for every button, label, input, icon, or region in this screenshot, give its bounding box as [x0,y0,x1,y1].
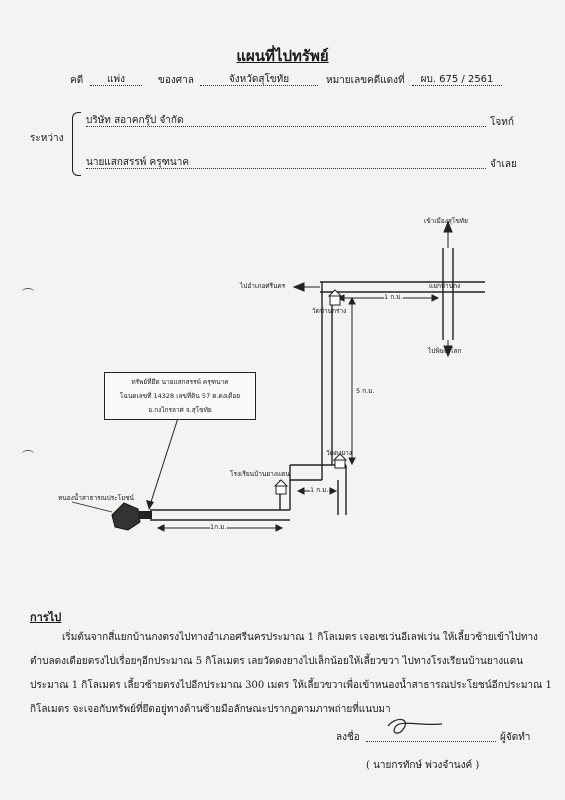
defendant-name: นายแสกสรรพ์ ครุฑนาค [86,158,486,169]
between-label: ระหว่าง [30,133,64,144]
red-case-label: หมายเลขคดีแดงที่ [326,75,405,86]
punch-hole-mark [22,450,34,457]
pond-icon [112,503,140,530]
signature-mark [380,712,450,742]
property-deed: โฉนดเลขที่ 14328 เลขที่ดิน 57 ต.ดงเดือย [119,392,241,400]
property-location: อ.กงไกรลาศ จ.สุโขทัย [148,406,212,414]
defendant-role: จำเลย [490,159,517,170]
property-owner: ทรัพย์ที่ยึด นายแสกสรรพ์ ครุฑนาค [131,378,229,386]
red-case-number: ผบ. 675 / 2561 [412,75,502,86]
property-plot [138,511,152,519]
label-to-sri-nakhon: ไปอำเภอศรีนคร [240,282,286,290]
signature-name: ( นายกรทักษ์ พ่วงจำนงค์ ) [366,760,480,771]
court-name: จังหวัดสุโขทัย [200,75,318,86]
label-dist-1km-top: 1 ก.ม. [384,293,403,301]
punch-hole-mark [22,288,34,295]
label-dist-1km-bottom: 1ก.ม. [210,523,227,531]
plaintiff-role: โจทก์ [490,117,514,128]
label-temple-bankrong: วัดบ้านกร่าง [312,307,347,315]
property-info-box [104,372,256,420]
case-type: แพ่ง [90,75,142,86]
plaintiff-name: บริษัท สอาคกรุ๊ป จำกัด [86,116,486,127]
directions-line-1: เริ่มต้นจากสี่แยกบ้านกงตรงไปทางอำเภอศรีนครประมาณ 1 กิโลเมตร เจอเซเว่นอีเลฟเว่น ให้เลี้ยวซ้ายเข้าไปทาง [62,632,538,643]
label-school: โรงเรียนบ้านยางแดน [230,470,290,478]
temple-bankrong-icon [330,296,340,305]
directions-heading: การไป [30,611,62,624]
label-to-phitsanulok: ไปพิษณุโลก [428,347,462,355]
sign-label: ลงชื่อ [336,732,360,743]
school-icon [276,486,286,494]
label-pond: หนองน้ำสาธารณประโยชน์ [58,494,134,502]
label-temple-dongyang: วัดดงยาง [326,449,352,457]
directions-line-4: กิโลเมตร จะเจอกับทรัพย์ที่ยึดอยู่ทางด้านซ้ายมือลักษณะปรากฏตามภาพถ่ายที่แนบมา [30,704,391,715]
signature-role: ผู้จัดทำ [500,732,531,743]
label-dist-5km: 5 ก.ม. [356,387,375,395]
temple-dongyang-icon [335,460,345,468]
label-junction: แยกบ้านกง [429,282,461,290]
directions-line-3: ประมาณ 1 กิโลเมตร เลี้ยวซ้ายตรงไปอีกประมาณ 300 เมตร ให้เลี้ยวขวาเพื่อเข้าหนองน้ำสาธารณประโยชน์อีกประมาณ 1 [30,680,552,691]
label-dist-1km-school: 1 ก.ม. [310,486,329,494]
page-title: แผนที่ไปทรัพย์ [236,47,329,65]
label-to-sukhothai: เข้าเมืองสุโขทัย [424,217,468,225]
arrow-left-icon [294,283,304,291]
case-label: คดี [70,75,84,86]
directions-line-2: ตำบลดงเดือยตรงไปเรื่อยๆอีกประมาณ 5 กิโลเมตร เลยวัดดงยางไปเล็กน้อยให้เลี้ยวขวา ไปทางโรงเรียนบ้านยางแดน [30,656,524,667]
court-label: ของศาล [158,75,194,86]
